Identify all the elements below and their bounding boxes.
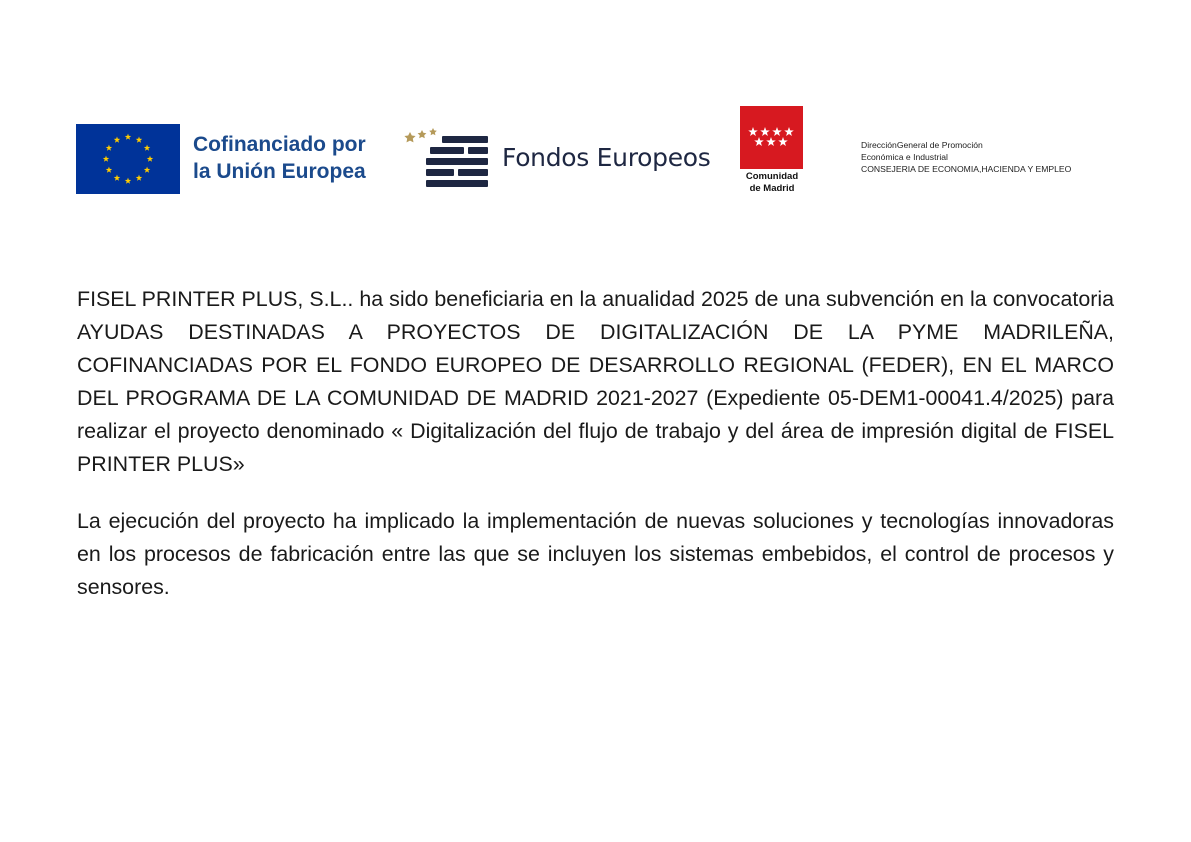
logo-header — [0, 0, 1191, 230]
eu-line-2: la Unión Europea — [193, 160, 366, 183]
fondos-europeos-logo-icon — [402, 124, 494, 188]
eu-line-1: Cofinanciado por — [193, 133, 366, 156]
dg-line-3: CONSEJERIA DE ECONOMIA,HACIENDA Y EMPLEO — [861, 164, 1072, 174]
comunidad-madrid-label — [733, 171, 811, 195]
comunidad-madrid-flag-icon — [740, 106, 803, 169]
notice-body — [77, 283, 1114, 628]
fondos-europeos-label: Fondos Europeos — [502, 143, 711, 172]
cm-line-2: de Madrid — [749, 183, 795, 194]
dg-line-1: DirecciónGeneral de Promoción — [861, 140, 983, 150]
paragraph-execution: La ejecución del proyecto ha implicado la implementación de nuevas soluciones y tecnologías innovadoras en los procesos de fabricación entre las que se incluyen los sistemas embebidos, el control de procesos y sensores. — [77, 509, 1114, 599]
paragraph-subsidy: FISEL PRINTER PLUS, S.L.. ha sido beneficiaria en la anualidad 2025 de una subvención en la convocatoria AYUDAS DESTINADAS A PROYECTOS DE DIGITALIZACIÓN DE LA PYME MADRILEÑA, COFINANCIADAS POR EL FONDO EUROPEO DE DESARROLLO REGIONAL (FEDER), EN EL MARCO DEL PROGRAMA DE LA COMUNIDAD DE MADRID 2021-2027 (Expediente 05-DEM1-00041.4/2025) para realizar el proyecto denominado « Digitalización del flujo de trabajo y del área de impresión digital de FISEL PRINTER PLUS» — [77, 287, 1114, 476]
direccion-general-label — [861, 139, 1071, 175]
eu-flag-icon — [76, 124, 180, 194]
eu-cofinanced-label — [193, 131, 366, 185]
cm-line-1: Comunidad — [745, 171, 799, 182]
dg-line-2: Económica e Industrial — [861, 152, 948, 162]
